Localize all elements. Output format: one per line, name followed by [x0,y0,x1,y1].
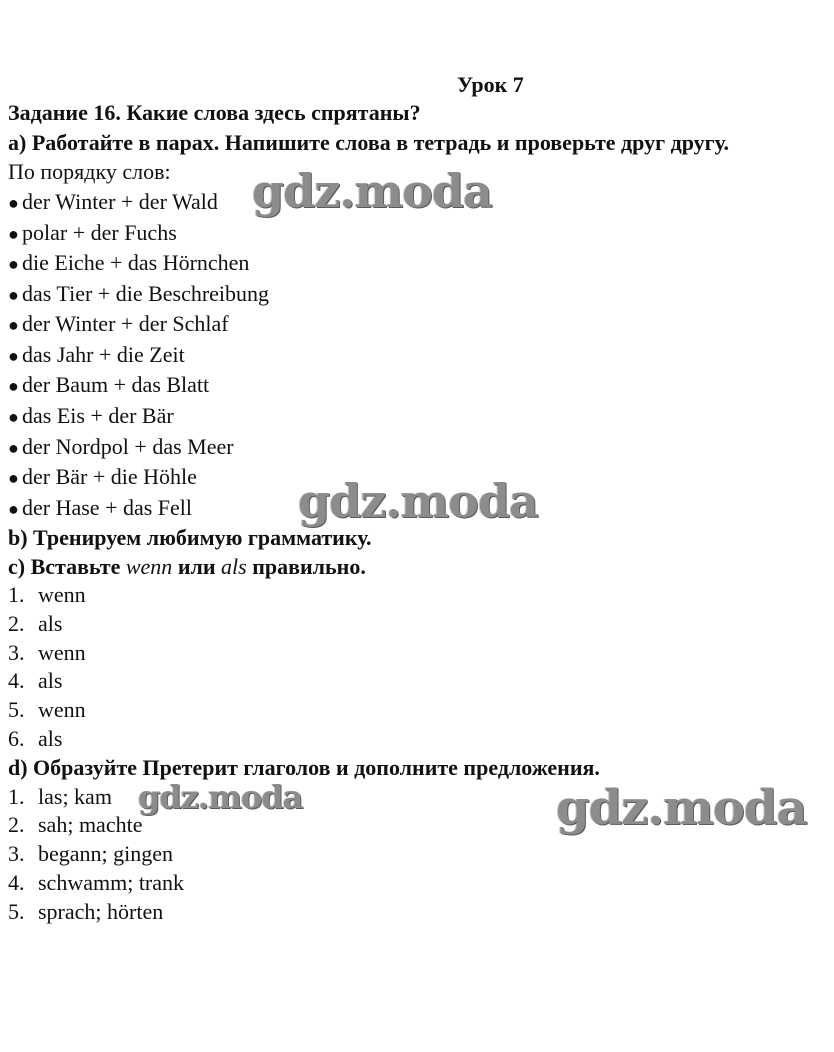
part-b-heading: b) Тренируем любимую грамматику. [8,525,372,550]
bullet-icon: ● [8,346,19,366]
part-a-intro: По порядку слов: [8,159,171,184]
item-text: wenn [38,640,86,665]
item-text: sprach; hörten [38,899,164,924]
list-item [8,189,218,216]
bullet-icon: ● [8,438,19,458]
list-item [8,311,229,338]
list-item [8,220,177,247]
list-item [8,372,209,399]
item-number: 1. [8,784,25,809]
list-item-text: die Eiche + das Hörnchen [22,250,250,275]
item-number: 4. [8,870,25,895]
keyword-wenn: wenn [125,554,173,579]
part-a-heading: a) Работайте в парах. Напишите слова в тетрадь и проверьте друг другу. [8,130,729,155]
item-text: sah; machte [38,812,143,837]
heading-text: правильно. [246,554,366,579]
watermark: gdz.moda [298,474,538,528]
list-item [8,812,142,838]
item-number: 1. [8,582,25,607]
list-item [8,495,192,522]
item-text: wenn [38,582,86,607]
bullet-icon: ● [8,193,19,213]
item-text: las; kam [38,784,112,809]
watermark: gdz.moda [252,164,492,218]
bullet-icon: ● [8,499,19,519]
item-number: 2. [8,611,25,636]
list-item [8,640,86,666]
list-item [8,899,163,925]
list-item-text: das Jahr + die Zeit [22,342,185,367]
watermark: gdz.moda [138,778,303,816]
bullet-icon: ● [8,376,19,396]
list-item [8,697,86,723]
list-item [8,582,86,608]
list-item-text: das Tier + die Beschreibung [22,281,270,306]
lesson-title: Урок 7 [457,72,524,97]
item-number: 5. [8,899,25,924]
list-item-text: der Winter + der Wald [22,189,218,214]
item-number: 5. [8,697,25,722]
list-item [8,841,173,867]
item-text: als [38,611,63,636]
list-item [8,784,112,810]
bullet-icon: ● [8,407,19,427]
item-number: 4. [8,668,25,693]
list-item [8,668,62,694]
list-item-text: der Baum + das Blatt [22,372,210,397]
bullet-icon: ● [8,285,19,305]
item-text: begann; gingen [38,841,174,866]
heading-text: или [172,554,222,579]
list-item-text: der Bär + die Höhle [22,464,197,489]
list-item [8,403,174,430]
list-item-text: das Eis + der Bär [22,403,174,428]
item-text: als [38,668,63,693]
part-d-heading: d) Образуйте Претерит глаголов и дополните предложения. [8,755,600,780]
item-number: 6. [8,726,25,751]
item-number: 3. [8,841,25,866]
item-text: als [38,726,63,751]
list-item-text: der Winter + der Schlaf [22,311,229,336]
list-item [8,611,62,637]
list-item [8,281,269,308]
item-text: wenn [38,697,86,722]
list-item [8,464,197,491]
list-item [8,870,184,896]
part-c-heading [8,554,366,580]
item-number: 3. [8,640,25,665]
list-item [8,250,249,277]
heading-text: c) Вставьте [8,554,126,579]
bullet-icon: ● [8,224,19,244]
item-number: 2. [8,812,25,837]
bullet-icon: ● [8,254,19,274]
item-text: schwamm; trank [38,870,185,895]
list-item [8,726,62,752]
list-item [8,342,185,369]
list-item-text: der Nordpol + das Meer [22,434,234,459]
task-title: Задание 16. Какие слова здесь спрятаны? [8,100,421,125]
bullet-icon: ● [8,468,19,488]
keyword-als: als [221,554,247,579]
list-item-text: polar + der Fuchs [22,220,177,245]
list-item-text: der Hase + das Fell [22,495,193,520]
watermark: gdz.moda [556,780,807,836]
bullet-icon: ● [8,315,19,335]
list-item [8,434,234,461]
